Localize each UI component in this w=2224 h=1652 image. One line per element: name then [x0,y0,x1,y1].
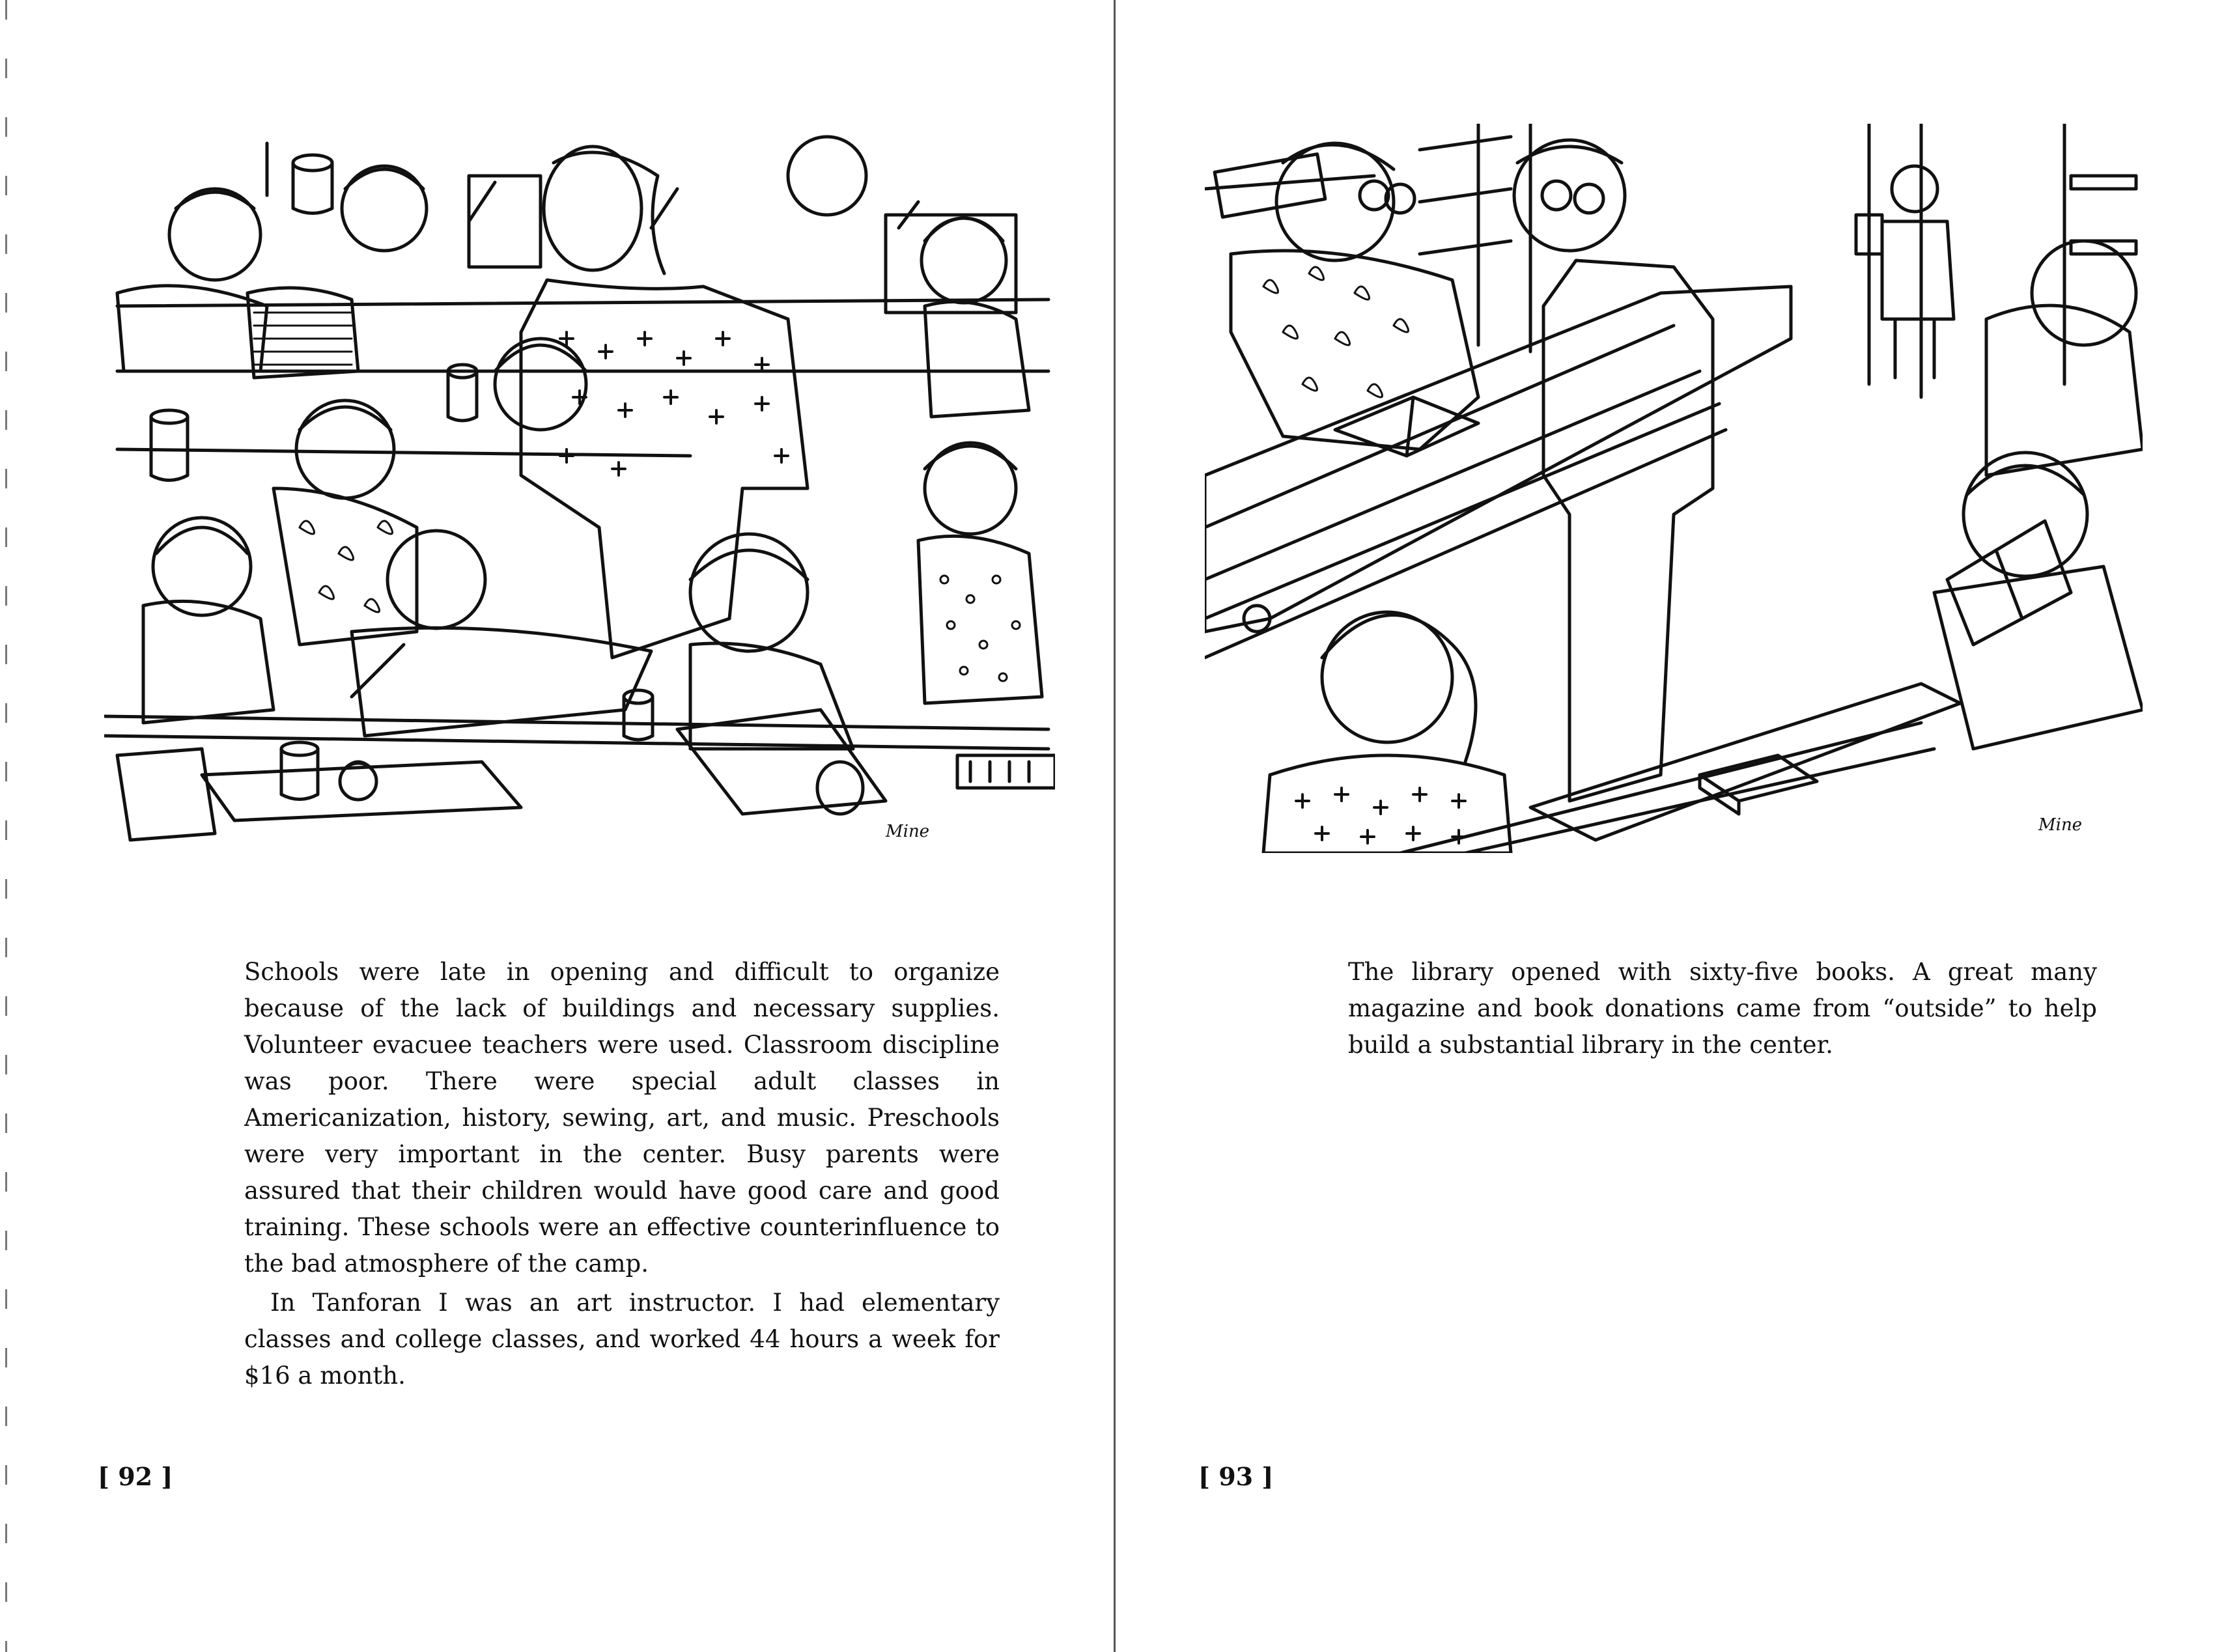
page-number: [ 93 ] [1198,1462,1274,1491]
library-illustration [1205,124,2143,853]
right-page-text [1348,954,2097,1063]
left-page [0,0,1107,1652]
paragraph: In Tanforan I was an art instructor. I had elementary classes and college classes, and worked 44 hours a week for $16 a month. [244,1289,1000,1390]
artist-signature: Mine [886,822,930,841]
paragraph: Schools were late in opening and difficult to organize because of the lack of buildings and necessary supplies. Volunteer evacuee teachers were used. Classroom discipline was poor. There were special adult classes in Americanization, history, sewing, art, and music. Preschools were very important in the center. Busy parents were assured that their children would have good care and good training. These schools were an effective counterinfluence to the bad atmosphere of the camp. [244,958,1000,1278]
classroom-illustration [104,124,1055,853]
artist-signature: Mine [2038,815,2083,835]
library-drawing [1205,124,2143,853]
page-number: [ 92 ] [98,1462,173,1491]
left-page-text [244,954,1000,1394]
book-gutter [1114,0,1116,1652]
paragraph: The library opened with sixty-five books. A great many magazine and book donations came from “outside” to help build a substantial library in the center. [1348,958,2097,1059]
classroom-drawing [104,124,1055,853]
